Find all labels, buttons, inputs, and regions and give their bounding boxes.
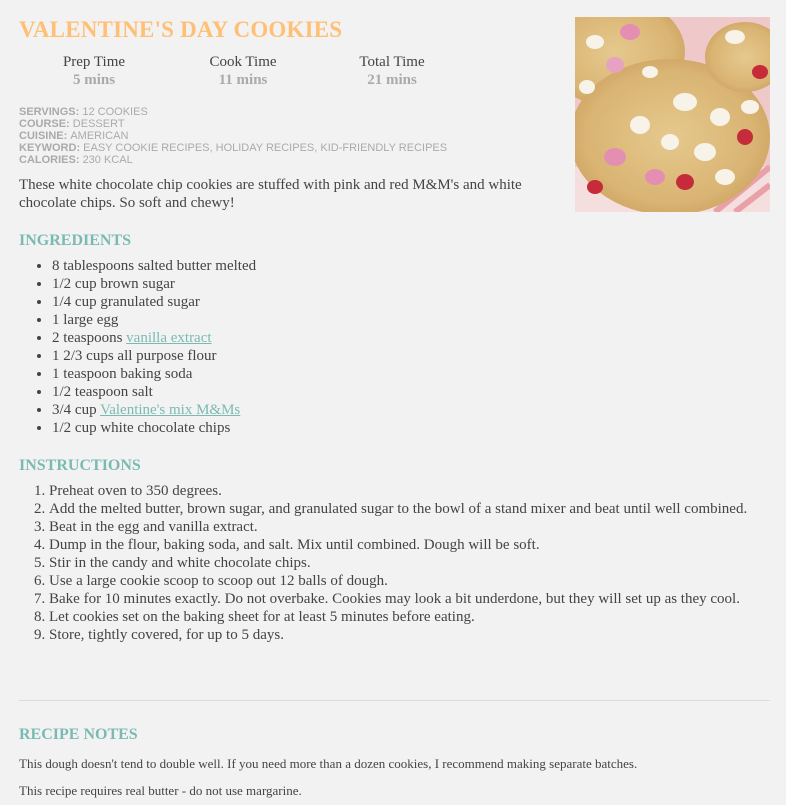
instruction-step: 5. Stir in the candy and white chocolate chips. [49, 554, 769, 572]
recipe-notes-heading: RECIPE NOTES [19, 726, 138, 743]
instruction-step: 8. Let cookies set on the baking sheet for at least 5 minutes before eating. [49, 608, 769, 626]
meta-course-key: COURSE: [19, 118, 70, 130]
meta-keyword [19, 142, 447, 154]
ingredient-text: 1 large egg [52, 312, 119, 328]
total-time-label: Total Time [359, 54, 425, 70]
total-time [317, 54, 467, 89]
cookie-photo-image [575, 17, 770, 212]
instruction-step: 4. Dump in the flour, baking soda, and salt. Mix until combined. Dough will be soft. [49, 536, 769, 554]
ingredient-item [52, 311, 256, 329]
meta-calories [19, 154, 447, 166]
meta-keyword-key: KEYWORD: [19, 142, 81, 154]
ingredient-item [52, 329, 256, 347]
prep-time [19, 54, 169, 89]
cook-time [168, 54, 318, 89]
meta-servings [19, 106, 447, 118]
instruction-step: 6. Use a large cookie scoop to scoop out 12 balls of dough. [49, 572, 769, 590]
instructions-heading: INSTRUCTIONS [19, 457, 141, 474]
ingredient-item [52, 419, 256, 437]
cook-time-label: Cook Time [209, 54, 277, 70]
meta-servings-key: SERVINGS: [19, 106, 80, 118]
recipe-note: This dough doesn't tend to double well. If you need more than a dozen cookies, I recommend making separate batches. [19, 756, 638, 771]
ingredients-list [19, 257, 256, 437]
meta-servings-value: 12 COOKIES [82, 106, 148, 118]
meta-cuisine-value: AMERICAN [70, 130, 129, 142]
ingredient-text: 3/4 cup [52, 402, 101, 418]
ingredient-item [52, 401, 256, 419]
ingredient-text: 1/2 teaspoon salt [52, 384, 153, 400]
ingredient-text: 1 teaspoon baking soda [52, 366, 193, 382]
meta-keyword-value: EASY COOKIE RECIPES, HOLIDAY RECIPES, KID-FRIENDLY RECIPES [83, 142, 448, 154]
instructions-list [19, 482, 769, 644]
recipe-note: This recipe requires real butter - do not use margarine. [19, 783, 302, 798]
ingredient-text: 1/2 cup brown sugar [52, 276, 175, 292]
ingredient-item [52, 383, 256, 401]
ingredient-item [52, 257, 256, 275]
meta-course [19, 118, 447, 130]
prep-time-value: 5 mins [72, 72, 116, 88]
recipe-title: VALENTINE'S DAY COOKIES [19, 17, 343, 42]
ingredient-text: 1 2/3 cups all purpose flour [52, 348, 217, 364]
meta-calories-value: 230 KCAL [82, 154, 133, 166]
meta-cuisine-key: CUISINE: [19, 130, 68, 142]
valentines-mms-link[interactable]: Valentine's mix M&Ms [100, 402, 241, 418]
instruction-step: 3. Beat in the egg and vanilla extract. [49, 518, 769, 536]
recipe-summary: These white chocolate chip cookies are stuffed with pink and red M&M's and white chocolate chips. So soft and chewy! [19, 177, 522, 211]
ingredient-item [52, 365, 256, 383]
ingredient-text: 8 tablespoons salted butter melted [52, 258, 257, 274]
vanilla-extract-link[interactable]: vanilla extract [126, 330, 212, 346]
instruction-step: 2. Add the melted butter, brown sugar, and granulated sugar to the bowl of a stand mixer and beat until well combined. [49, 500, 769, 518]
ingredients-heading: INGREDIENTS [19, 232, 132, 249]
ingredient-text: 1/2 cup white chocolate chips [52, 420, 231, 436]
meta-course-value: DESSERT [72, 118, 125, 130]
prep-time-label: Prep Time [62, 54, 126, 70]
ingredient-item [52, 275, 256, 293]
recipe-meta [19, 106, 447, 166]
instruction-step: 1. Preheat oven to 350 degrees. [49, 482, 769, 500]
ingredient-item [52, 347, 256, 365]
section-divider [19, 700, 770, 701]
meta-cuisine [19, 130, 447, 142]
cook-time-value: 11 mins [218, 72, 268, 88]
ingredient-item [52, 293, 256, 311]
instruction-step: 9. Store, tightly covered, for up to 5 days. [49, 626, 769, 644]
cookie-photo [575, 17, 770, 212]
ingredient-text: 1/4 cup granulated sugar [52, 294, 200, 310]
meta-calories-key: CALORIES: [19, 154, 80, 166]
total-time-value: 21 mins [367, 72, 417, 88]
ingredient-text: 2 teaspoons [52, 330, 127, 346]
instruction-step: 7. Bake for 10 minutes exactly. Do not overbake. Cookies may look a bit underdone, but they will set up as they cool. [49, 590, 769, 608]
